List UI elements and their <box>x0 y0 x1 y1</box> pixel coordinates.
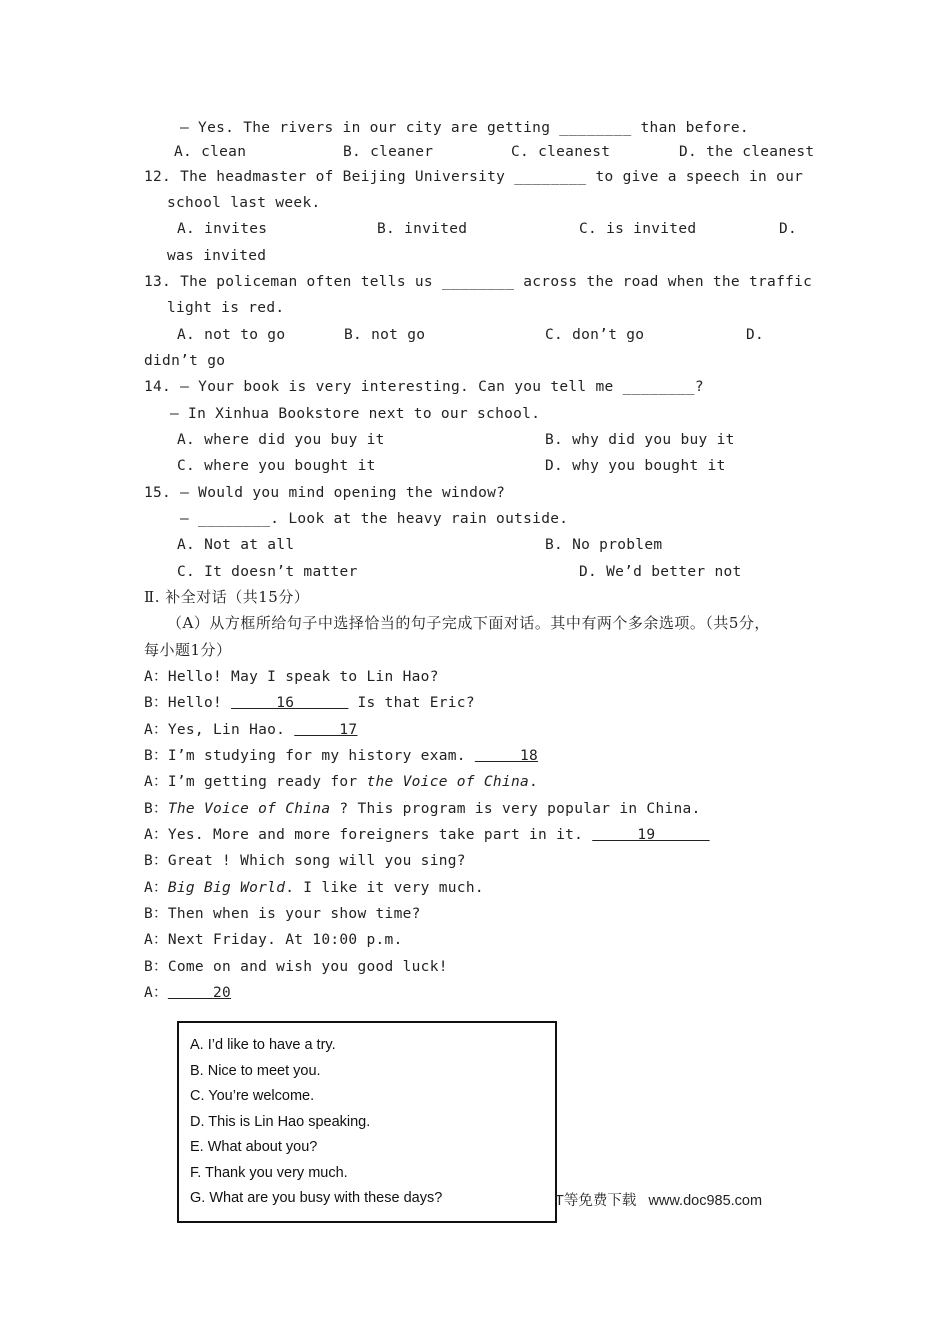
section-instructions-cont: 每小题1分） <box>144 641 232 659</box>
dialogue-line: B：I’m studying for my history exam. 18 <box>144 748 539 764</box>
q12-stem-cont: school last week. <box>167 195 321 211</box>
q14-option-c: C. where you bought it <box>177 458 376 474</box>
q11-option-d: D. the cleanest <box>679 144 815 160</box>
dialogue-line: B：Great ! Which song will you sing? <box>144 853 466 869</box>
dialogue-line: B：Then when is your show time? <box>144 906 421 922</box>
q13-stem-cont: light is red. <box>167 300 285 316</box>
q11-option-a: A. clean <box>174 144 247 160</box>
blank-17: 17 <box>294 722 358 738</box>
dialogue-line: A：Yes. More and more foreigners take part in it. 19 <box>144 827 710 843</box>
dialogue-line: B：Come on and wish you good luck! <box>144 959 448 975</box>
option-a: A. I’d like to have a try. <box>190 1037 336 1053</box>
q12-option-b: B. invited <box>377 221 468 237</box>
footer-watermark: T等免费下载 www.doc985.com <box>555 1193 763 1209</box>
q13-option-d-label: D. <box>746 327 765 343</box>
dialogue-line: B：The Voice of China ? This program is very popular in China. <box>144 801 701 817</box>
option-d: D. This is Lin Hao speaking. <box>190 1114 371 1130</box>
options-box <box>177 1021 557 1223</box>
blank-19: 19 <box>592 827 710 843</box>
q15-option-b: B. No problem <box>545 537 663 553</box>
dialogue-line: A：Yes, Lin Hao. 17 <box>144 722 358 738</box>
option-e: E. What about you? <box>190 1139 318 1155</box>
section-instructions: （A）从方框所给句子中选择恰当的句子完成下面对话。其中有两个多余选项。（共5分， <box>167 614 770 632</box>
q12-option-c: C. is invited <box>579 221 697 237</box>
q12-option-d-text: was invited <box>167 248 267 264</box>
section-heading: Ⅱ. 补全对话（共15分） <box>144 588 310 606</box>
q14-stem: 14. – Your book is very interesting. Can you tell me ________? <box>144 379 704 395</box>
q15-option-d: D. We’d better not <box>579 564 742 580</box>
blank-18: 18 <box>474 748 539 764</box>
blank-20: 20 <box>167 985 232 1001</box>
dialogue-line: B：Hello! 16 Is that Eric? <box>144 695 475 711</box>
option-f: F. Thank you very much. <box>190 1165 348 1181</box>
q14-option-a: A. where did you buy it <box>177 432 385 448</box>
dialogue-line: A：Next Friday. At 10:00 p.m. <box>144 932 403 948</box>
q13-option-d-text: didn’t go <box>144 353 226 369</box>
blank-16: 16 <box>231 695 349 711</box>
dialogue-line: A：Hello! May I speak to Lin Hao? <box>144 669 439 685</box>
dialogue-line: A：Big Big World. I like it very much. <box>144 880 484 896</box>
option-g: G. What are you busy with these days? <box>190 1190 443 1206</box>
dialogue-line: A：I’m getting ready for the Voice of China. <box>144 774 539 790</box>
q13-option-a: A. not to go <box>177 327 286 343</box>
q15-option-a: A. Not at all <box>177 537 295 553</box>
option-c: C. You’re welcome. <box>190 1088 315 1104</box>
q12-stem: 12. The headmaster of Beijing University ________ to give a speech in our <box>144 169 804 185</box>
q14-option-d: D. why you bought it <box>545 458 726 474</box>
q11-stem: – Yes. The rivers in our city are getting ________ than before. <box>180 120 749 136</box>
q14-option-b: B. why did you buy it <box>545 432 735 448</box>
q12-option-a: A. invites <box>177 221 268 237</box>
option-b: B. Nice to meet you. <box>190 1063 321 1079</box>
q15-option-c: C. It doesn’t matter <box>177 564 358 580</box>
dialogue-line: A： 20 <box>144 985 232 1001</box>
q13-option-c: C. don’t go <box>545 327 645 343</box>
q15-answer-line: – ________. Look at the heavy rain outside. <box>180 511 569 527</box>
q12-option-d-label: D. <box>779 221 798 237</box>
q13-stem: 13. The policeman often tells us ________ across the road when the traffic <box>144 274 813 290</box>
q11-option-c: C. cleanest <box>511 144 611 160</box>
q11-option-b: B. cleaner <box>343 144 434 160</box>
q15-stem: 15. – Would you mind opening the window? <box>144 485 506 501</box>
q14-answer-line: – In Xinhua Bookstore next to our school. <box>170 406 541 422</box>
q13-option-b: B. not go <box>344 327 426 343</box>
